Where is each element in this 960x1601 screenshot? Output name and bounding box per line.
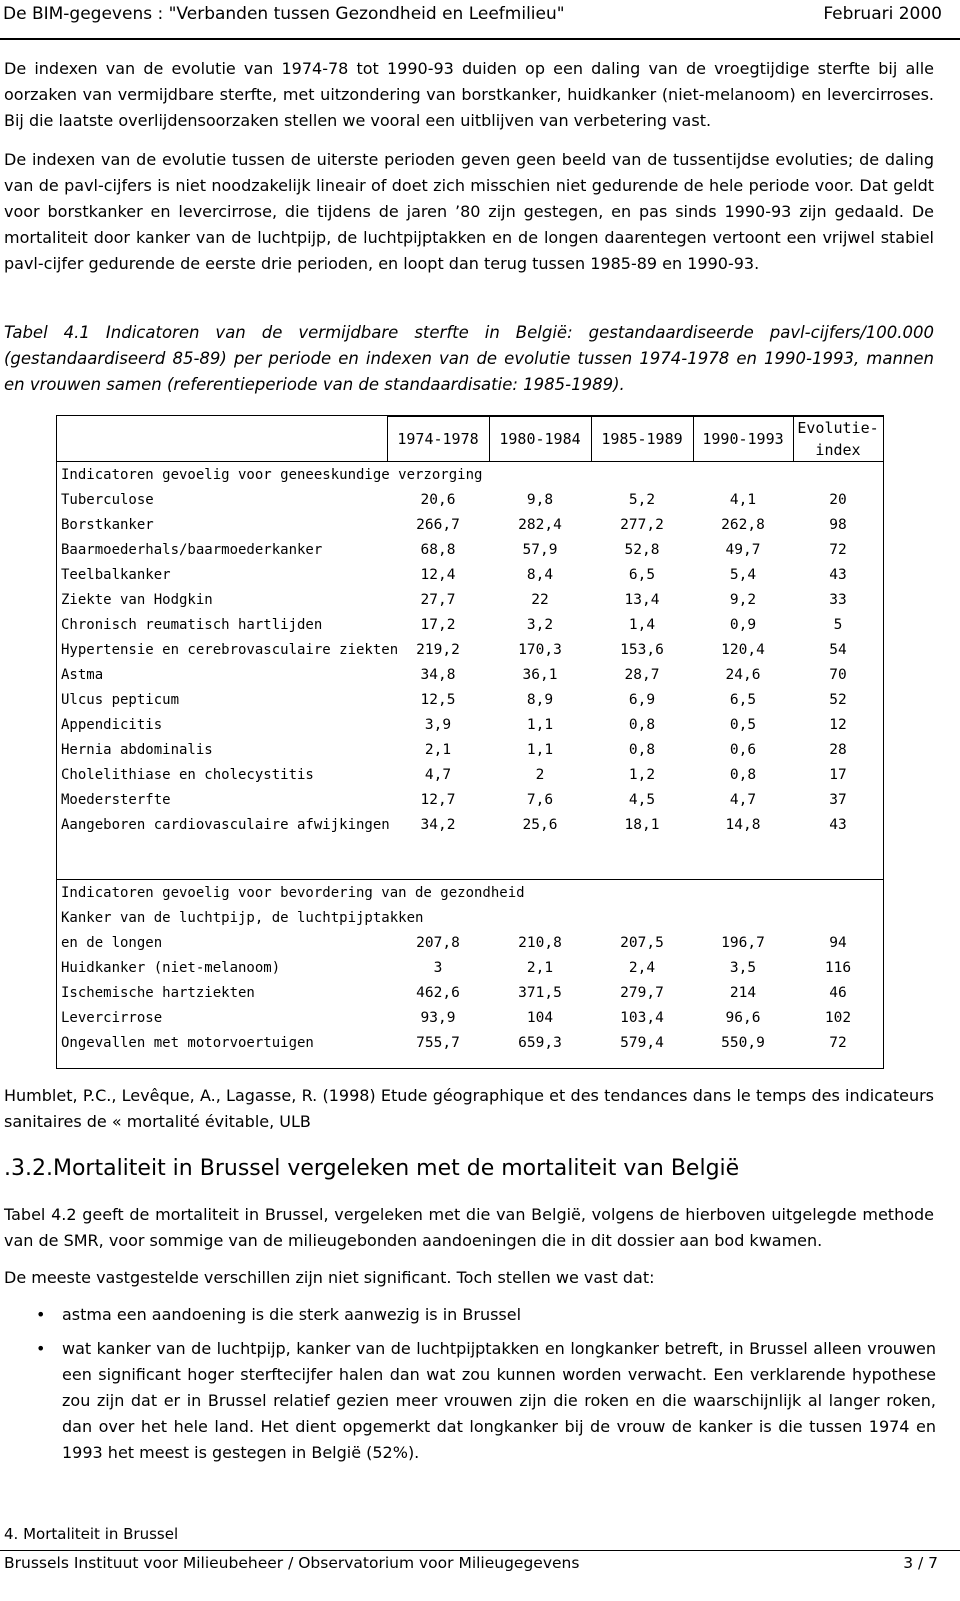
evolution-value: 72: [829, 1034, 847, 1051]
period-value: 579,4: [620, 1034, 664, 1051]
row-label: Ischemische hartziekten: [61, 984, 255, 1001]
row-label: Borstkanker: [61, 516, 154, 533]
column-header: 1980-1984: [489, 417, 591, 462]
period-value: [591, 905, 693, 930]
period-value: 93,9: [420, 1009, 456, 1026]
row-label: Astma: [61, 666, 104, 683]
period-value: 1,4: [628, 616, 656, 633]
period-value: 13,4: [624, 591, 660, 608]
period-value: 96,6: [725, 1009, 761, 1026]
period-value: 3: [433, 959, 443, 976]
period-value: [489, 905, 591, 930]
index-label: index: [815, 441, 861, 459]
footer-chapter: 4. Mortaliteit in Brussel: [4, 1525, 179, 1543]
period-value: 4,7: [424, 766, 452, 783]
table-row: [57, 637, 883, 662]
row-label: en de longen: [61, 934, 163, 951]
period-value: 14,8: [725, 816, 761, 833]
evolution-value: 102: [824, 1009, 852, 1026]
section-title: Indicatoren gevoelig voor bevordering van de gezondheid: [57, 880, 883, 906]
bullet-icon: •: [36, 1339, 46, 1358]
period-value: 207,8: [416, 934, 460, 951]
evolution-value: 116: [824, 959, 852, 976]
period-value: 214: [729, 984, 757, 1001]
period-value: 52,8: [624, 541, 660, 558]
row-label: Teelbalkanker: [61, 566, 171, 583]
evolution-value: 43: [829, 566, 847, 583]
row-label: Ulcus pepticum: [61, 691, 180, 708]
period-value: 8,4: [526, 566, 554, 583]
period-value: 3,2: [526, 616, 554, 633]
row-label: Tuberculose: [61, 491, 154, 508]
table-row: [57, 980, 883, 1005]
evolution-value: 46: [829, 984, 847, 1001]
period-value: 57,9: [522, 541, 558, 558]
period-value: 170,3: [518, 641, 562, 658]
period-value: 282,4: [518, 516, 562, 533]
period-value: 5,4: [729, 566, 757, 583]
period-value: 28,7: [624, 666, 660, 683]
footer-divider: [0, 1550, 960, 1551]
period-value: 0,8: [729, 766, 757, 783]
period-value: [693, 905, 793, 930]
period-value: 68,8: [420, 541, 456, 558]
list-item-text: wat kanker van de luchtpijp, kanker van de luchtpijptakken en longkanker betreft, in Brussel alleen vrouwen een significant hoger sterftecijfer halen dan wat zou kunnen worden verwacht. Een verklarende hypothese zou zijn dat er in Brussel relatief gezien meer vrouwen zijn die roken en die waarschijnlijk al langer roken, dan over het hele land. Het dient opgemerkt dat longkanker bij de vrouw de kanker is die tussen 1974 en 1993 het meest is gestegen in België (52%).: [62, 1339, 936, 1462]
evolution-label: Evolutie-: [797, 419, 879, 437]
period-value: 3,5: [729, 959, 757, 976]
evolution-value: 20: [829, 491, 847, 508]
paragraph-table-42: Tabel 4.2 geeft de mortaliteit in Brussel, vergeleken met die van België, volgens de hierboven uitgelegde methode van de SMR, voor sommige van de milieugebonden aandoeningen die in dit dossier aan bod kwamen.: [4, 1205, 934, 1250]
period-value: 462,6: [416, 984, 460, 1001]
table-row: [57, 662, 883, 687]
row-label: Hernia abdominalis: [61, 741, 213, 758]
spacer-row: [57, 837, 883, 880]
period-value: 4,7: [729, 791, 757, 808]
evolution-value: 72: [829, 541, 847, 558]
period-value: 0,6: [729, 741, 757, 758]
period-value: 49,7: [725, 541, 761, 558]
period-value: 7,6: [526, 791, 554, 808]
list-item-text: astma een aandoening is die sterk aanwezig is in Brussel: [62, 1305, 522, 1324]
evolution-value: [793, 905, 883, 930]
evolution-value: 12: [829, 716, 847, 733]
period-value: 659,3: [518, 1034, 562, 1051]
table-row: [57, 930, 883, 955]
bullet-icon: •: [36, 1305, 46, 1324]
period-value: 25,6: [522, 816, 558, 833]
evolution-value: 94: [829, 934, 847, 951]
period-value: 755,7: [416, 1034, 460, 1051]
period-value: 20,6: [420, 491, 456, 508]
indicator-table: [56, 415, 884, 1069]
period-value: 5,2: [628, 491, 656, 508]
table-row: [57, 905, 883, 930]
column-header: 1974-1978: [387, 417, 489, 462]
list-item: [0, 1302, 936, 1328]
column-header: 1990-1993: [693, 417, 793, 462]
table-row: [57, 512, 883, 537]
table-row: [57, 712, 883, 737]
period-value: 2,4: [628, 959, 656, 976]
period-value: 6,5: [729, 691, 757, 708]
section-row: [57, 880, 883, 906]
table-row: [57, 762, 883, 787]
section-title: Indicatoren gevoelig voor geneeskundige verzorging: [57, 462, 883, 488]
table-row: [57, 537, 883, 562]
period-value: 1,2: [628, 766, 656, 783]
table-row: [57, 955, 883, 980]
indicator-table-grid: [57, 416, 884, 1055]
evolution-value: 54: [829, 641, 847, 658]
period-value: 103,4: [620, 1009, 664, 1026]
period-value: 153,6: [620, 641, 664, 658]
page-header: [0, 0, 960, 40]
header-date: Februari 2000: [823, 4, 942, 24]
table-row: [57, 612, 883, 637]
paragraph-findings-intro: De meeste vastgestelde verschillen zijn niet significant. Toch stellen we vast dat:: [4, 1268, 655, 1287]
section-heading: .3.2.Mortaliteit in Brussel vergeleken met de mortaliteit van België: [4, 1156, 740, 1181]
period-value: 2,1: [526, 959, 554, 976]
paragraph-evolution-detail: De indexen van de evolutie tussen de uiterste perioden geven geen beeld van de tussentijdse evoluties; de daling van de pavl-cijfers is niet noodzakelijk lineair of doet zich misschien niet gedurende de hele periode voor. Dat geldt voor borstkanker en levercirrose, die tijdens de jaren ’80 zijn gestegen, en pas sinds 1990-93 zijn gedaald. De mortaliteit door kanker van de luchtpijp, de luchtpijptakken en de longen daarentegen vertoont een vrijwel stabiel pavl-cijfer gedurende de eerste drie perioden, en loopt dan terug tussen 1985-89 en 1990-93.: [4, 150, 934, 273]
period-value: 8,9: [526, 691, 554, 708]
footer-institute: Brussels Instituut voor Milieubeheer / Observatorium voor Milieugegevens: [4, 1554, 580, 1572]
row-label: Ziekte van Hodgkin: [61, 591, 213, 608]
table-row: [57, 487, 883, 512]
evolution-value: 43: [829, 816, 847, 833]
period-value: 18,1: [624, 816, 660, 833]
period-value: 17,2: [420, 616, 456, 633]
evolution-value: 33: [829, 591, 847, 608]
row-label: Hypertensie en cerebrovasculaire ziekten: [61, 641, 399, 658]
period-value: 1,1: [526, 741, 554, 758]
period-value: 6,5: [628, 566, 656, 583]
period-value: 36,1: [522, 666, 558, 683]
table-row: [57, 812, 883, 837]
column-header: 1985-1989: [591, 417, 693, 462]
row-label: Kanker van de luchtpijp, de luchtpijptakken: [61, 909, 424, 926]
period-value: 371,5: [518, 984, 562, 1001]
period-value: 27,7: [420, 591, 456, 608]
row-label: Huidkanker (niet-melanoom): [61, 959, 281, 976]
table-row: [57, 737, 883, 762]
section-row: [57, 462, 883, 488]
row-label: Cholelithiase en cholecystitis: [61, 766, 314, 783]
period-value: 12,5: [420, 691, 456, 708]
evolution-value: 52: [829, 691, 847, 708]
period-value: 2,1: [424, 741, 452, 758]
evolution-value: 28: [829, 741, 847, 758]
period-value: 9,2: [729, 591, 757, 608]
period-value: 34,2: [420, 816, 456, 833]
evolution-value: 70: [829, 666, 847, 683]
header-title: De BIM-gegevens : "Verbanden tussen Gezondheid en Leefmilieu": [3, 4, 565, 24]
period-value: 210,8: [518, 934, 562, 951]
list-item: [0, 1336, 936, 1466]
period-value: 2: [535, 766, 545, 783]
period-value: 0,8: [628, 741, 656, 758]
period-value: 279,7: [620, 984, 664, 1001]
findings-list: [0, 1302, 936, 1474]
period-value: 266,7: [416, 516, 460, 533]
period-value: 277,2: [620, 516, 664, 533]
table-caption: Tabel 4.1 Indicatoren van de vermijdbare sterfte in België: gestandaardiseerde pavl-cijfers/100.000 (gestandaardiseerd 85-89) per periode en indexen van de evolutie tussen 1974-1978 en 1990-1993, mannen en vrouwen samen (referentieperiode van de standaardisatie: 1985-1989).: [4, 323, 934, 394]
row-label: Levercirrose: [61, 1009, 163, 1026]
period-value: 1,1: [526, 716, 554, 733]
period-value: 196,7: [721, 934, 765, 951]
period-value: 120,4: [721, 641, 765, 658]
table-header-row: [57, 417, 883, 462]
period-value: 12,7: [420, 791, 456, 808]
period-value: 9,8: [526, 491, 554, 508]
row-label: Moedersterfte: [61, 791, 171, 808]
period-value: 22: [531, 591, 549, 608]
row-label: Appendicitis: [61, 716, 163, 733]
evolution-value: 98: [829, 516, 847, 533]
table-row: [57, 1005, 883, 1030]
row-label: Baarmoederhals/baarmoederkanker: [61, 541, 323, 558]
paragraph-evolution-summary: De indexen van de evolutie van 1974-78 tot 1990-93 duiden op een daling van de vroegtijdige sterfte bij alle oorzaken van vermijdbare sterfte, met uitzondering van borstkanker, huidkanker (niet-melanoom) en levercirroses. Bij die laatste overlijdensoorzaken stellen we vooral een uitblijven van verbetering vast.: [4, 59, 934, 130]
row-label: Chronisch reumatisch hartlijden: [61, 616, 323, 633]
table-row: [57, 587, 883, 612]
row-label: Aangeboren cardiovasculaire afwijkingen: [61, 816, 390, 833]
table-row: [57, 687, 883, 712]
period-value: 3,9: [424, 716, 452, 733]
source-citation: Humblet, P.C., Levêque, A., Lagasse, R. (1998) Etude géographique et des tendances dans le temps des indicateurs sanitaires de « mortalité évitable, ULB: [4, 1086, 934, 1131]
row-label: Ongevallen met motorvoertuigen: [61, 1034, 314, 1051]
period-value: 0,8: [628, 716, 656, 733]
evolution-value: 17: [829, 766, 847, 783]
period-value: 207,5: [620, 934, 664, 951]
period-value: 262,8: [721, 516, 765, 533]
period-value: 4,1: [729, 491, 757, 508]
period-value: 4,5: [628, 791, 656, 808]
period-value: 0,5: [729, 716, 757, 733]
period-value: 0,9: [729, 616, 757, 633]
period-value: 34,8: [420, 666, 456, 683]
period-value: 24,6: [725, 666, 761, 683]
table-row: [57, 787, 883, 812]
evolution-value: 37: [829, 791, 847, 808]
period-value: 104: [526, 1009, 554, 1026]
period-value: 219,2: [416, 641, 460, 658]
evolution-value: 5: [833, 616, 843, 633]
page-number: 3 / 7: [903, 1554, 938, 1572]
period-value: 550,9: [721, 1034, 765, 1051]
table-row: [57, 562, 883, 587]
column-header-evolution: [793, 417, 883, 462]
table-row: [57, 1030, 883, 1055]
period-value: 6,9: [628, 691, 656, 708]
period-value: 12,4: [420, 566, 456, 583]
